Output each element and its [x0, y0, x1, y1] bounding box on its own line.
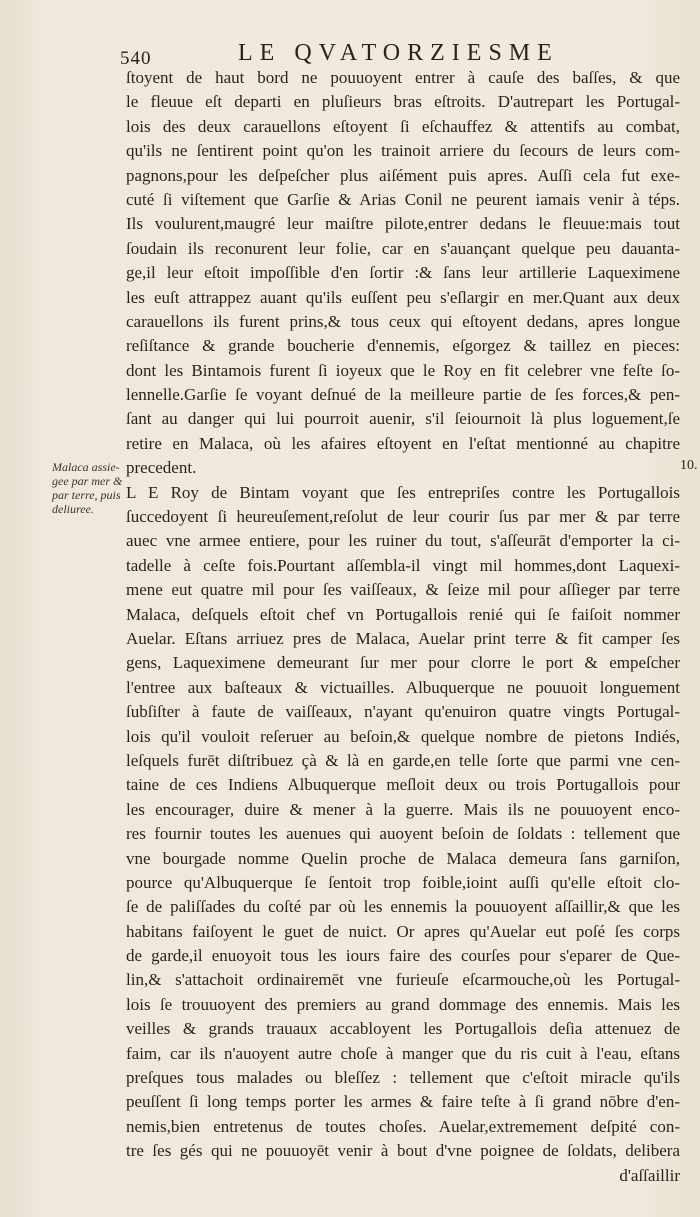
folio-number: 540: [120, 48, 152, 69]
text-line: ſuccedoyent ſi heureuſement,reſolut de leur courir ſus par mer & par terre: [126, 507, 680, 527]
text-line: Ils voulurent,maugré leur maiſtre pilote,entrer dedans le fleuue:mais tout: [126, 214, 680, 234]
text-line: qu'ils ne ſentirent point qu'on les trainoit arriere du ſecours de leurs com-: [126, 141, 680, 161]
text-line: l'entree aux baſteaux & victuailles. Albuquerque ne pouuoit longuement: [126, 677, 680, 697]
text-line: les encourager, duire & mener à la guerre. Mais ils ne pouuoyent enco-: [126, 799, 680, 819]
text-line: le fleuue eſt departi en pluſieurs bras eſtroits. D'autrepart les Portugal-: [126, 92, 680, 112]
text-line: cuté ſi viſtement que Garſie & Arias Conil ne peurent iamais venir à téps.: [126, 189, 680, 209]
text-line: gens, Laqueximene demeurant ſur mer pour clorre le port & empeſcher: [126, 653, 680, 673]
text-line: peuſſent ſi long temps porter les armes & faire teſte à ſi grand nōbre d'en-: [126, 1092, 680, 1112]
margin-note-line: par terre, puis: [52, 488, 121, 502]
text-line: ſtoyent de haut bord ne pouuoyent entrer à cauſe des baſſes, & que: [126, 68, 680, 87]
text-line: tadelle à ceſte fois.Pourtant aſſembla-il vingt mil hommes,dont Laquexi-: [126, 555, 680, 575]
text-line: habitans faiſoyent le guet de nuict. Or apres qu'Auelar eut poſé ſes corps: [126, 921, 680, 941]
text-line: leſquels furēt diſtribuez çà & là en garde,en telle ſorte que parmi vne cen-: [126, 750, 680, 770]
paragraph-number: 10.: [680, 458, 698, 473]
text-line: ge,il leur eſtoit impoſſible d'en ſortir :& ſans leur artillerie Laqueximene: [126, 263, 680, 283]
text-line: de garde,il enuoyoit tous les iours faire des courſes pour s'eparer de Que-: [126, 946, 680, 966]
text-line: pagnons,pour les deſpeſcher plus aiſément puis apres. Auſſi cela fut exe-: [126, 165, 680, 185]
text-line: carauellons ils furent prins,& tous ceux qui eſtoyent dedans, apres longue: [126, 311, 680, 331]
text-line: lois des deux carauellons eſtoyent ſi eſchauffez & attentifs au combat,: [126, 116, 680, 136]
text-line: precedent.: [126, 458, 197, 478]
running-title: LE QVATORZIESME: [238, 40, 559, 66]
text-line: res fournir toutes les auenues qui auoyent beſoin de ſoldats : tellement que: [126, 824, 680, 844]
text-line: lois qu'il vouloit reſeruer au beſoin,& quelque nombre de pietons Indiés,: [126, 726, 680, 746]
body-text: [126, 66, 680, 1188]
text-line: taine de ces Indiens Albuquerque meſloit deux ou trois Portugallois pour: [126, 775, 680, 795]
text-line: lin,& s'attachoit ordinairemēt vne furieuſe eſcarmouche,où les Portugal-: [126, 970, 680, 990]
margin-note: [52, 460, 124, 516]
text-line: veilles & grands trauaux accabloyent les Portugallois deſia attenuez de: [126, 1019, 680, 1039]
margin-note-line: Malaca assie-: [52, 460, 120, 474]
text-line: mene eut quatre mil pour ſes vaiſſeaux, & ſeize mil pour aſſieger par terre: [126, 580, 680, 600]
text-line: d'aſſaillir: [619, 1165, 680, 1185]
text-line: ſoudain ils reconurent leur folie, car en s'auançant quelque peu dauanta-: [126, 238, 680, 258]
text-line: Auelar. Eſtans arriuez pres de Malaca, Auelar print terre & fit camper ſes: [126, 628, 680, 648]
text-line: pource qu'Albuquerque ſe ſentoit trop foible,ioint auſſi qu'elle eſtoit clo-: [126, 872, 680, 892]
margin-note-line: gee par mer &: [52, 474, 123, 488]
text-line: ſe de paliſſades du coſté par où les ennemis la pouuoyent aſſaillir,& que les: [126, 897, 680, 917]
text-line: lois ſe trouuoyent des premiers au grand dommage des ennemis. Mais les: [126, 994, 680, 1014]
text-line: Malaca, deſquels eſtoit chef vn Portugallois renié qui ſe faiſoit nommer: [126, 604, 680, 624]
text-line: faim, car ils n'auoyent autre choſe à manger que du ris cuit à l'eau, eſtans: [126, 1043, 680, 1063]
text-line: auec vne armee entiere, pour les ruiner du tout, s'aſſeurāt d'emporter la ci-: [126, 531, 680, 551]
text-line: dont les Bintamois furent ſi ioyeux que le Roy en fit celebrer vne feſte ſo-: [126, 360, 680, 380]
text-line: ſubſiſter à faute de vaiſſeaux, n'ayant qu'enuiron quatre vingts Portugal-: [126, 702, 680, 722]
text-line: retire en Malaca, où les afaires eſtoyent en l'eſtat mentionné au chapitre: [126, 433, 680, 453]
text-line: ſant au danger qui lui pourroit auenir, s'il ſeiournoit là plus loguement,ſe: [126, 409, 680, 429]
text-line: lennelle.Garſie ſe voyant deſnué de la meilleure partie de ſes forces,& pen-: [126, 385, 680, 405]
text-line: vne bourgade nomme Quelin proche de Malaca demeura ſans garniſon,: [126, 848, 680, 868]
text-line: les euſt attrappez auant qu'ils euſſent peu s'eſlargir en mer.Quant aux deux: [126, 287, 680, 307]
text-line: L E Roy de Bintam voyant que ſes entrepriſes contre les Portugallois: [126, 482, 680, 502]
text-line: nemis,bien entretenus de toutes choſes. Auelar,extremement deſpité con-: [126, 1116, 680, 1136]
text-line: tre ſes gés qui ne pouuoyēt venir à bout d'vne poignee de ſoldats, delibera: [126, 1141, 680, 1161]
margin-note-line: deliuree.: [52, 502, 94, 516]
text-line: preſques tous malades ou bleſſez : tellement que c'eſtoit miracle qu'ils: [126, 1068, 680, 1088]
text-line: reſiſtance & grande boucherie d'ennemis, eſgorgez & taillez en pieces:: [126, 336, 680, 356]
